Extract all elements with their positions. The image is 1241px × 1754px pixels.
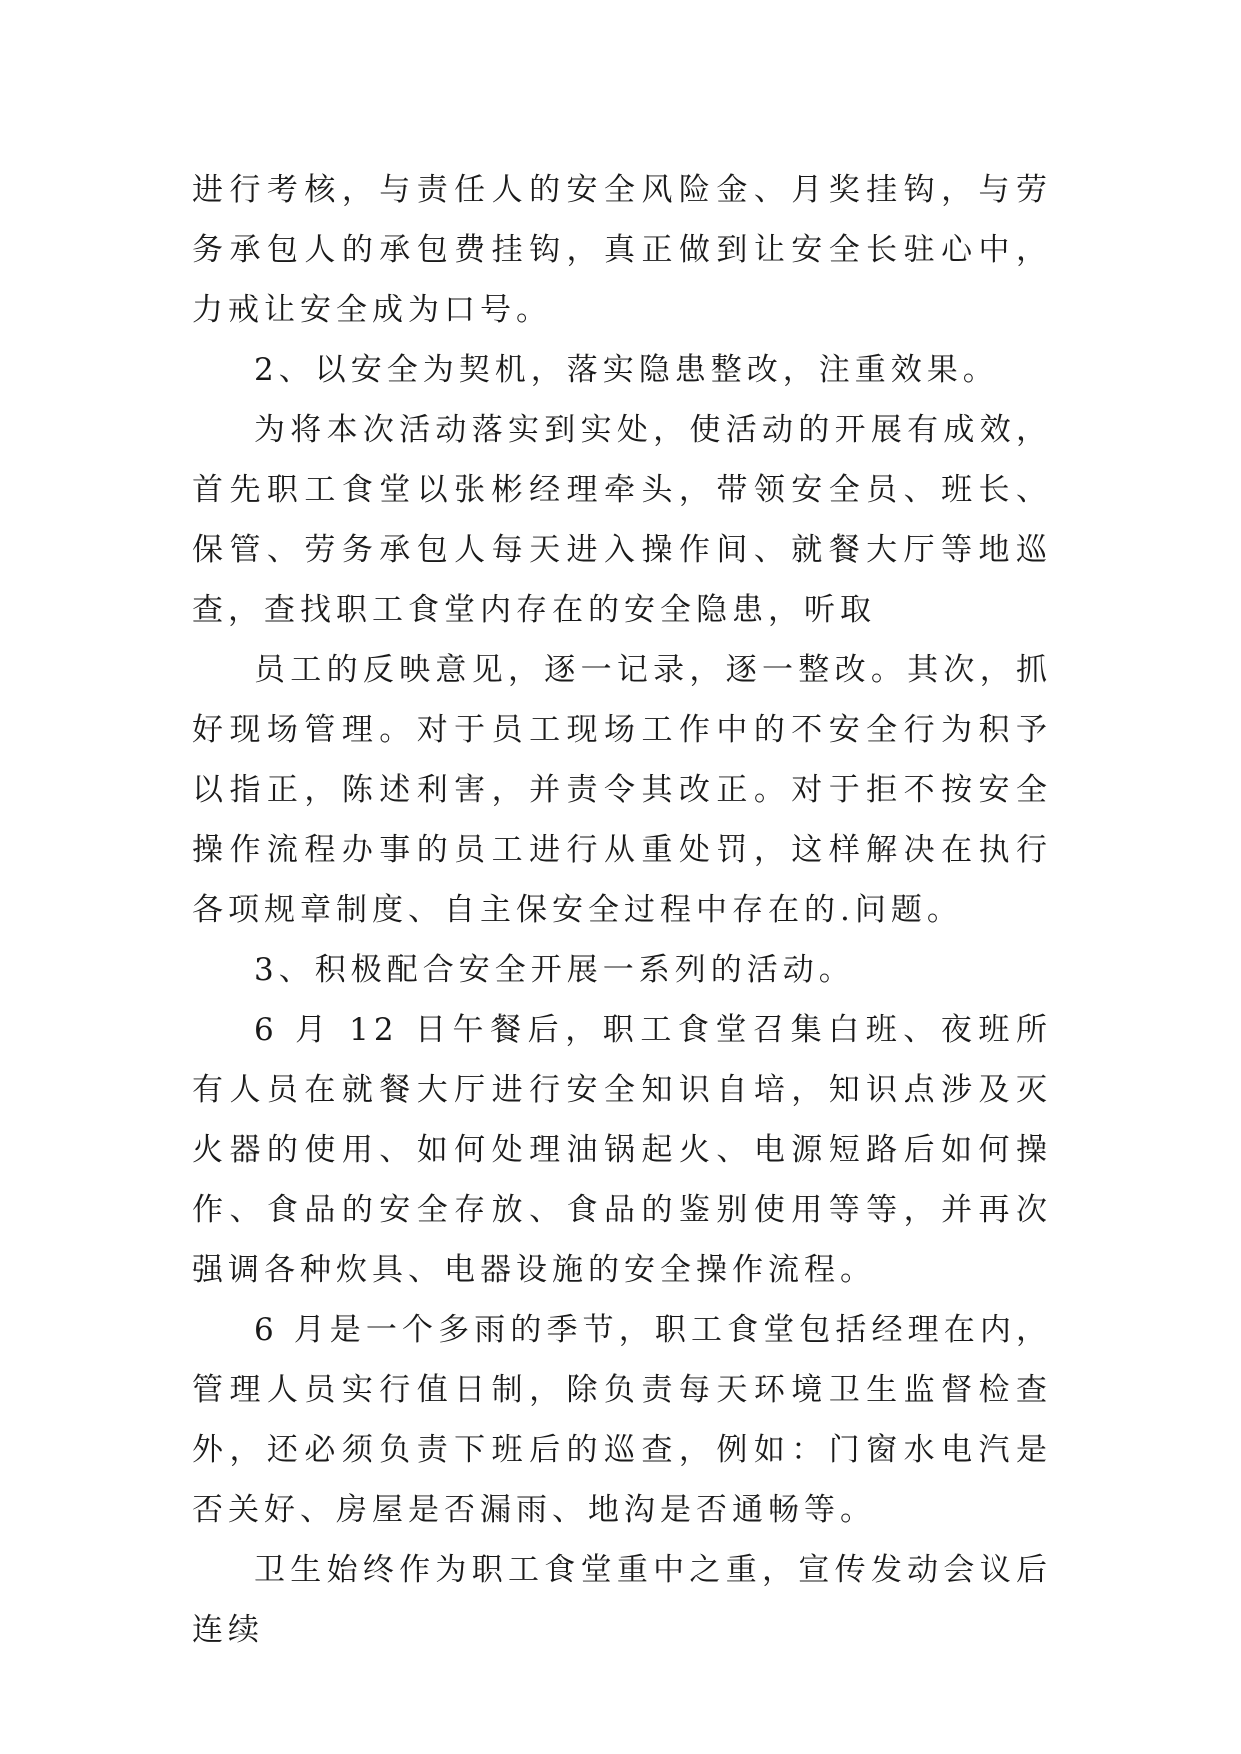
paragraph-2-heading: 2、以安全为契机，落实隐患整改，注重效果。 [254,352,999,388]
paragraph-5-heading: 3、积极配合安全开展一系列的活动。 [254,952,855,988]
paragraph-1: 进行考核，与责任人的安全风险金、月奖挂钩，与劳务承包人的承包费挂钩，真正做到让安全长驻心中，力戒让安全成为口号。 [192,172,1052,328]
paragraph-3: 为将本次活动落实到实处，使活动的开展有成效，首先职工食堂以张彬经理牵头，带领安全员、班长、保管、劳务承包人每天进入操作间、就餐大厅等地巡查，查找职工食堂内存在的安全隐患，听取 [192,412,1052,628]
paragraph-7: 6 月是一个多雨的季节，职工食堂包括经理在内，管理人员实行值日制，除负责每天环境卫生监督检查外，还必须负责下班后的巡查，例如：门窗水电汽是否关好、房屋是否漏雨、地沟是否通畅等。 [192,1312,1052,1528]
document-body [192,160,1052,1660]
paragraph-6: 6 月 12 日午餐后，职工食堂召集白班、夜班所有人员在就餐大厅进行安全知识自培，知识点涉及灭火器的使用、如何处理油锅起火、电源短路后如何操作、食品的安全存放、食品的鉴别使用等等，并再次强调各种炊具、电器设施的安全操作流程。 [192,1012,1052,1288]
paragraph-4: 员工的反映意见，逐一记录，逐一整改。其次，抓好现场管理。对于员工现场工作中的不安全行为积予以指正，陈述利害，并责令其改正。对于拒不按安全操作流程办事的员工进行从重处罚，这样解决在执行各项规章制度、自主保安全过程中存在的.问题。 [192,652,1052,928]
paragraph-8: 卫生始终作为职工食堂重中之重，宣传发动会议后连续 [192,1552,1052,1648]
